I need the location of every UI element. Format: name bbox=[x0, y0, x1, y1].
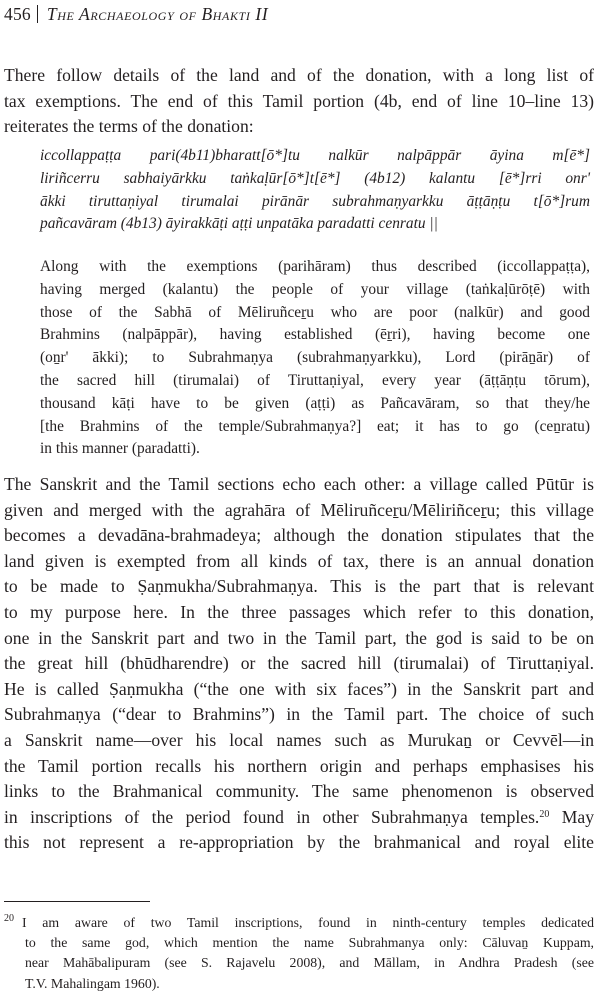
footnote-line-text: I am aware of two Tamil inscriptions, found in ninth-century temples dedicated bbox=[22, 915, 594, 930]
translation-line: having merged (kalantu) the people of your village (taṅkaḷūrōṭē) with bbox=[40, 280, 590, 298]
body-line: He is called Ṣaṇmukha (“the one with six faces”) in the Sanskrit part and bbox=[4, 678, 594, 699]
footnote-line bbox=[4, 913, 594, 933]
header-divider bbox=[37, 5, 38, 23]
body-line: the great hill (bhūdharendre) or the sacred hill (tirumalai) of Tiruttaṇiyal. bbox=[4, 653, 594, 674]
body-line: links to the Brahmanical community. The same phenomenon is observed bbox=[4, 781, 594, 802]
intro-line: reiterates the terms of the donation: bbox=[4, 116, 254, 137]
body-line: becomes a devadāna-brahmadeya; although the donation stipulates that the bbox=[4, 525, 594, 546]
footnote-line bbox=[4, 953, 594, 973]
body-line: The Sanskrit and the Tamil sections echo each other: a village called Pūtūr is bbox=[4, 474, 594, 494]
footnote-line-text: to the same god, which mention the name Subrahmanya only: Cāluvaṉ Kuppam, bbox=[25, 935, 594, 951]
footnote-line bbox=[4, 933, 594, 953]
body-line: land given is exempted from all kinds of tax, there is an annual donation bbox=[4, 550, 594, 571]
footnote-reference[interactable]: 20 bbox=[539, 808, 550, 820]
body-line: this not represent a re-appropriation by the brahmanical and royal elite bbox=[4, 832, 594, 853]
footnote bbox=[4, 913, 594, 994]
body-line-text: in inscriptions of the period found in other Subrahmaṇya temples. bbox=[4, 806, 540, 827]
body-line-tail: May bbox=[561, 806, 594, 827]
footnote-number: 20 bbox=[4, 913, 14, 924]
translation-line: in this manner (paradatti). bbox=[40, 440, 200, 458]
intro-line: tax exemptions. The end of this Tamil portion (4b, end of line 10–line 13) bbox=[4, 90, 594, 111]
body-line: to my purpose here. In the three passages which refer to this donation, bbox=[4, 601, 594, 622]
body-line-with-note bbox=[4, 805, 594, 831]
footnote-rule bbox=[4, 901, 150, 902]
running-head bbox=[4, 3, 590, 25]
intro-paragraph bbox=[4, 63, 594, 140]
translation-line: Brahmins (nalpāppār), having established (ēṟri), having become one bbox=[40, 326, 590, 344]
body-line: one in the Sanskrit part and two in the Tamil part, the god is said to be on bbox=[4, 627, 594, 648]
body-line: Subrahmaṇya (“dear to Brahmins”) in the Tamil part. The choice of such bbox=[4, 704, 594, 725]
body-line: a Sanskrit name—over his local names such as Murukaṉ or Cevvēl—in bbox=[4, 729, 594, 750]
body-line: given and merged with the agrahāra of Mēliruñceṟu/Mēliriñceṟu; this village bbox=[4, 499, 594, 520]
quote-line: liriñcerru sabhaiyārkku taṅkaḷūr[ō*]t[ē*] (4b12) kalantu [ē*]rri onr' bbox=[40, 169, 590, 187]
footnote-line-text: near Mahābalipuram (see S. Rajavelu 2008), and Māllam, in Andhra Pradesh (see bbox=[25, 955, 594, 971]
main-paragraph bbox=[4, 472, 594, 856]
running-title: The Archaeology of Bhakti II bbox=[46, 4, 269, 24]
body-line: the Tamil portion recalls his northern origin and perhaps emphasises his bbox=[4, 755, 594, 776]
translation-line: thousand kāṭi have to be given (aṭṭi) as Pañcavāram, so that they/he bbox=[40, 394, 590, 412]
translation-line: Along with the exemptions (parihāram) thus described (iccollappaṭṭa), bbox=[40, 258, 590, 275]
translation-line: the sacred hill (tirumalai) of Tiruttaṇiyal, every year (āṭṭāṇṭu tōrum), bbox=[40, 371, 590, 389]
tamil-inscription-quote bbox=[40, 145, 590, 236]
page-number: 456 bbox=[4, 4, 31, 24]
translation-line: those of the Sabhā of Mēliruñceṟu who are poor (nalkūr) and good bbox=[40, 303, 590, 321]
quote-line: iccollappaṭṭa pari(4b11)bharatt[ō*]tu nalkūr nalpāppār āyina m[ē*] bbox=[40, 147, 590, 164]
footnote-line bbox=[4, 974, 594, 994]
translation-block bbox=[40, 256, 590, 461]
intro-line: There follow details of the land and of the donation, with a long list of bbox=[4, 65, 594, 85]
translation-line: [the Brahmins of the temple/Subrahmaṇya?] eat; it has to go (ceṉratu) bbox=[40, 417, 590, 435]
quote-line: pañcavāram (4b13) āyirakkāṭi aṭṭi unpatāka paradatti cenratu || bbox=[40, 215, 438, 233]
footnote-line-text: T.V. Mahalingam 1960). bbox=[25, 975, 160, 991]
translation-line: (oṉr' ākki); to Subrahmaṇya (subrahmaṇyarkku), Lord (pirāṉār) of bbox=[40, 349, 590, 367]
body-line: to be made to Ṣaṇmukha/Subrahmaṇya. This is the part that is relevant bbox=[4, 576, 594, 597]
quote-line: ākki tiruttaṇiyal tirumalai pirānār subrahmaṇyarkku āṭṭāṇṭu t[ō*]rum bbox=[40, 192, 590, 210]
